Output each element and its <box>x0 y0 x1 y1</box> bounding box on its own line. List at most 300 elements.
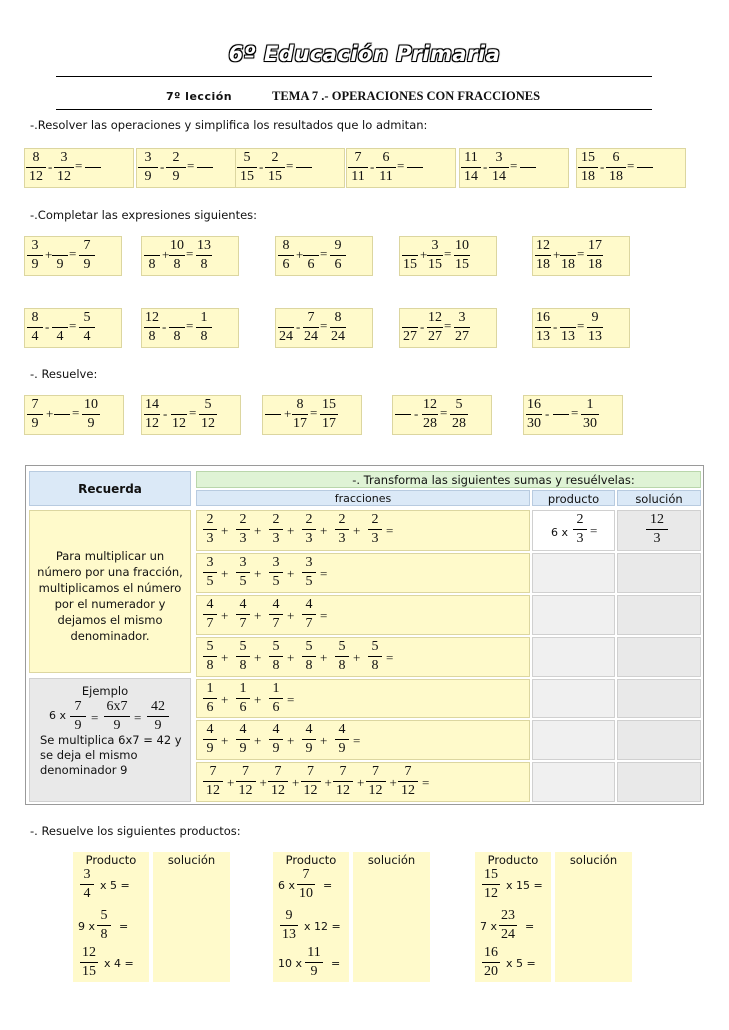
fraction-bar <box>292 414 308 415</box>
fraction-first <box>395 397 411 435</box>
operator: + <box>553 247 561 262</box>
fraction-first <box>535 310 551 348</box>
minus-operator: - <box>160 159 165 174</box>
denominator: 8 <box>200 257 208 272</box>
fraction-bar <box>203 529 217 530</box>
numerator: 7 <box>74 699 82 714</box>
numerator: 4 <box>206 722 214 737</box>
fraction-result <box>454 238 470 276</box>
numerator: 12 <box>428 310 442 325</box>
denominator: 12 <box>201 416 215 431</box>
denominator: 6 <box>282 257 290 272</box>
numerator: 9 <box>334 238 342 253</box>
sum-term <box>203 764 223 802</box>
denominator: 4 <box>56 329 64 344</box>
equals-sign: = <box>72 405 80 420</box>
denominator: 4 <box>31 329 39 344</box>
fraction-result <box>587 310 603 348</box>
denominator: 12 <box>484 886 498 901</box>
denominator: 5 <box>206 574 214 589</box>
producto-header: Producto <box>285 853 337 867</box>
numerator: 3 <box>458 310 466 325</box>
numerator: 16 <box>527 397 541 412</box>
product-fraction <box>80 945 98 983</box>
multiplier-value: 7 <box>480 920 487 933</box>
fraction-bar <box>578 167 598 168</box>
denominator: 6 <box>206 700 214 715</box>
denominator: 9 <box>144 169 152 184</box>
sum-term <box>236 555 250 593</box>
sum-term <box>302 555 316 593</box>
equals-sign: = <box>119 920 129 933</box>
minus-operator: - <box>259 159 264 174</box>
denominator: 8 <box>338 658 346 673</box>
denominator: 13 <box>536 329 550 344</box>
numerator: 2 <box>271 150 279 165</box>
equals-sign: = <box>310 405 318 420</box>
multiplier-value: 10 <box>278 957 292 970</box>
sum-term <box>236 764 256 802</box>
fraction-bar <box>27 327 43 328</box>
fraction-second <box>422 397 438 435</box>
operator: + <box>296 247 304 262</box>
equals-sign: = <box>286 158 294 173</box>
denominator: 27 <box>403 329 417 344</box>
fraction-result <box>196 238 212 276</box>
fraction-bar <box>80 962 98 963</box>
col-fracciones <box>196 490 530 506</box>
denominator: 6 <box>272 700 280 715</box>
col-fracciones-label: fracciones <box>334 492 392 505</box>
equals-sign: = <box>510 158 518 173</box>
numerator: 7 <box>307 764 314 779</box>
fraction-first <box>526 397 542 435</box>
fraction-bar <box>203 572 217 573</box>
topic-title: TEMA 7 .- OPERACIONES CON FRACCIONES <box>272 89 541 103</box>
fraction-bar <box>171 414 187 415</box>
product-multiplier: x 5 = <box>100 879 130 892</box>
fraction-bar <box>236 572 250 573</box>
fraction-a <box>237 150 257 188</box>
solution-cell[interactable] <box>617 762 701 802</box>
equals-sign: = <box>386 523 394 538</box>
denominator: 8 <box>173 329 181 344</box>
fraction-second <box>303 310 319 348</box>
col-solucion-label: solución <box>635 492 683 506</box>
denominator: 3 <box>576 531 584 546</box>
numerator: 8 <box>31 310 39 325</box>
denominator: 17 <box>293 416 307 431</box>
denominator: 9 <box>31 257 39 272</box>
numerator: 7 <box>31 397 39 412</box>
numerator: 4 <box>206 597 214 612</box>
example-fraction <box>70 699 86 737</box>
product-fraction <box>280 908 298 946</box>
fraction-bar <box>305 962 323 963</box>
equals-sign: = <box>69 318 77 333</box>
fraction-bar <box>520 167 536 168</box>
fraction-result <box>450 397 468 435</box>
numerator: 15 <box>322 397 336 412</box>
fraction-a <box>578 150 598 188</box>
denominator: 5 <box>239 574 247 589</box>
minus-operator: - <box>600 159 605 174</box>
plus-operator: + <box>254 523 262 538</box>
fraction-bar <box>450 414 468 415</box>
fraction-bar <box>203 614 217 615</box>
fraction-bar <box>138 167 158 168</box>
denominator: 8 <box>272 658 280 673</box>
denominator: 30 <box>583 416 597 431</box>
denominator: 18 <box>581 169 595 184</box>
denominator: 9 <box>338 741 346 756</box>
denominator: 9 <box>31 416 39 431</box>
numerator: 10 <box>455 238 469 253</box>
solution-cell[interactable] <box>617 637 701 677</box>
fraction-bar <box>560 327 576 328</box>
equals-sign: = <box>189 405 197 420</box>
numerator: 7 <box>83 238 91 253</box>
fraction-result <box>587 238 603 276</box>
fraction-bar <box>368 656 382 657</box>
denominator: 8 <box>148 329 156 344</box>
multiplier-value: 9 <box>78 920 85 933</box>
denominator: 12 <box>29 169 43 184</box>
fraction-bar <box>535 255 551 256</box>
numerator: 2 <box>305 512 313 527</box>
fraction-bar <box>553 414 569 415</box>
sum-term <box>335 722 349 760</box>
denominator: 12 <box>303 783 318 798</box>
equals-sign: = <box>627 158 635 173</box>
denominator: 5 <box>272 574 280 589</box>
solucion-column[interactable] <box>353 852 430 982</box>
denominator: 17 <box>322 416 336 431</box>
product-multiplier: x 5 = <box>506 957 536 970</box>
page-title: 6º Educación Primaria <box>228 42 501 66</box>
sum-term <box>269 512 283 550</box>
fraction-bar <box>335 656 349 657</box>
denominator: 8 <box>200 329 208 344</box>
numerator: 12 <box>536 238 550 253</box>
plus-operator: + <box>353 650 361 665</box>
equals-sign: = <box>577 246 585 261</box>
fraction-second <box>560 310 576 348</box>
numerator: 2 <box>172 150 180 165</box>
equals-sign: = <box>320 246 328 261</box>
product-multiplier: 7 x <box>480 920 498 933</box>
fraction-bar <box>407 167 423 168</box>
denominator: 3 <box>338 531 346 546</box>
product-cell[interactable] <box>532 679 615 718</box>
fraction-second <box>427 238 443 276</box>
fraction-bar <box>265 167 285 168</box>
fraction-second <box>171 397 187 435</box>
numerator: 5 <box>305 639 313 654</box>
fraction-bar <box>297 884 315 885</box>
sum-term <box>236 639 250 677</box>
fraction-second <box>169 310 185 348</box>
fraction-bar <box>52 255 68 256</box>
equals-sign: = <box>323 879 333 892</box>
product-cell[interactable] <box>532 595 615 635</box>
answer-blank <box>407 150 423 188</box>
product-fraction <box>97 908 111 946</box>
plus-operator: + <box>227 775 235 790</box>
fraction-second <box>169 238 185 276</box>
numerator: 1 <box>206 681 214 696</box>
solucion-header: solución <box>569 853 618 867</box>
equals-sign: = <box>571 405 579 420</box>
fraction-bar <box>79 255 95 256</box>
fraction-bar <box>70 716 86 717</box>
product-fraction <box>499 908 517 946</box>
denominator: 3 <box>206 531 214 546</box>
sum-term <box>203 681 217 719</box>
equals-sign: = <box>440 405 448 420</box>
numerator: 12 <box>423 397 437 412</box>
denominator: 3 <box>371 531 379 546</box>
fraction-bar <box>278 255 294 256</box>
numerator: 8 <box>32 150 40 165</box>
fraction-bar <box>526 414 542 415</box>
denominator: 8 <box>173 257 181 272</box>
fraction-bar <box>302 739 316 740</box>
multiplier-value: 6 <box>278 879 285 892</box>
equals-sign: = <box>320 318 328 333</box>
fraction-bar <box>606 167 626 168</box>
product-multiplier: 10 x <box>278 957 303 970</box>
numerator: 3 <box>431 238 439 253</box>
fraction-bar <box>427 327 443 328</box>
equals-sign: = <box>320 608 328 623</box>
answer-blank <box>85 150 101 188</box>
denominator: 13 <box>561 329 575 344</box>
denominator: 12 <box>57 169 71 184</box>
fraction-first <box>144 397 160 435</box>
plus-operator: + <box>287 650 295 665</box>
operator: - <box>414 406 419 421</box>
fraction-second <box>292 397 308 435</box>
fraction-bar <box>268 781 288 782</box>
operator: - <box>553 319 558 334</box>
denominator: 11 <box>351 169 365 184</box>
producto-header: Producto <box>487 853 539 867</box>
sum-term <box>236 597 250 635</box>
fraction-bar <box>269 614 283 615</box>
operator: + <box>420 247 428 262</box>
operator: + <box>284 406 292 421</box>
numerator: 2 <box>576 512 584 527</box>
numerator: 12 <box>145 310 159 325</box>
denominator: 11 <box>379 169 393 184</box>
plus-operator: + <box>353 523 361 538</box>
sum-term <box>203 639 217 677</box>
plus-operator: + <box>287 523 295 538</box>
fraction-first <box>265 397 281 435</box>
fraction-bar <box>269 572 283 573</box>
numerator: 7 <box>404 764 412 779</box>
denominator: 24 <box>331 329 345 344</box>
multiplier-value: 15 <box>516 879 531 892</box>
solucion-header: solución <box>167 853 216 867</box>
product-cell[interactable] <box>532 720 615 760</box>
fraction-first <box>402 310 418 348</box>
rule-box <box>29 510 191 673</box>
plus-operator: + <box>221 566 229 581</box>
solution-cell[interactable] <box>617 720 701 760</box>
equals-sign: = <box>577 318 585 333</box>
numerator: 1 <box>239 681 247 696</box>
fraction-bar <box>330 327 346 328</box>
fraction-second <box>427 310 443 348</box>
numerator: 5 <box>272 639 280 654</box>
fraction-b <box>376 150 396 188</box>
plus-operator: + <box>324 775 332 790</box>
fraction-bar <box>197 167 213 168</box>
equals-sign: = <box>134 710 142 725</box>
fraction-bar <box>27 414 43 415</box>
fraction-bar <box>26 167 46 168</box>
plus-operator: + <box>320 733 328 748</box>
example-title: Ejemplo <box>81 684 129 698</box>
denominator: 12 <box>401 783 415 798</box>
col-producto <box>532 490 615 506</box>
fraction-a <box>461 150 481 188</box>
numerator: 3 <box>272 555 280 570</box>
fraction-bar <box>203 739 217 740</box>
fraction-result <box>79 238 95 276</box>
numerator: 3 <box>206 555 214 570</box>
solution-cell[interactable] <box>617 595 701 635</box>
denominator: 18 <box>588 257 602 272</box>
fraction-bar <box>265 414 281 415</box>
denominator: 27 <box>455 329 469 344</box>
fraction-a <box>26 150 46 188</box>
multiplier-value: 5 <box>110 879 118 892</box>
product-cell[interactable] <box>532 553 615 593</box>
fraction-bar <box>303 255 319 256</box>
fraction-bar <box>368 529 382 530</box>
example-mid-fraction <box>104 699 130 737</box>
numerator: 1 <box>200 310 208 325</box>
fraction-result <box>82 397 100 435</box>
denominator: 9 <box>87 416 95 431</box>
denominator: 8 <box>371 658 379 673</box>
fraction-bar <box>302 614 316 615</box>
fraction-bar <box>203 698 217 699</box>
denominator: 9 <box>113 718 121 733</box>
numerator: 6x7 <box>106 699 128 714</box>
numerator: 8 <box>334 310 342 325</box>
plus-operator: + <box>287 733 295 748</box>
numerator: 8 <box>282 238 290 253</box>
fraction-bar <box>144 327 160 328</box>
product-cell[interactable] <box>532 762 615 802</box>
table-heading-text: -. Transforma las siguientes sumas y resuélvelas: <box>352 473 635 487</box>
fraction-bar <box>203 781 223 782</box>
divider <box>56 109 652 110</box>
sum-term <box>368 639 382 677</box>
numerator: 9 <box>591 310 599 325</box>
fraction-second <box>553 397 569 435</box>
numerator: 13 <box>197 238 211 253</box>
denominator: 8 <box>305 658 313 673</box>
product-cell[interactable] <box>532 637 615 677</box>
fraction-bar <box>196 327 212 328</box>
equals-sign: = <box>444 318 452 333</box>
denominator: 12 <box>336 783 350 798</box>
denominator: 6 <box>239 700 247 715</box>
numerator: 7 <box>307 310 315 325</box>
numerator: 5 <box>204 397 212 412</box>
sum-term <box>368 512 382 550</box>
fraction-bar <box>236 739 250 740</box>
solucion-column[interactable] <box>153 852 230 982</box>
plus-operator: + <box>287 608 295 623</box>
numerator: 23 <box>501 908 515 923</box>
denominator: 12 <box>238 783 253 798</box>
multiplier-value: 4 <box>114 957 122 970</box>
numerator: 15 <box>484 867 498 882</box>
fraction-bar <box>333 781 353 782</box>
denominator: 14 <box>492 169 506 184</box>
denominator: 15 <box>455 257 469 272</box>
sum-term <box>203 555 217 593</box>
equals-sign: = <box>525 920 535 933</box>
numerator: 3 <box>305 555 313 570</box>
numerator: 4 <box>305 722 313 737</box>
fraction-bar <box>236 614 250 615</box>
fraction-bar <box>573 529 587 530</box>
denominator: 6 <box>334 257 342 272</box>
numerator: 4 <box>239 597 247 612</box>
plus-operator: + <box>254 608 262 623</box>
plus-operator: + <box>259 775 267 790</box>
numerator: 17 <box>588 238 602 253</box>
numerator: 4 <box>272 597 280 612</box>
equals-sign: = <box>353 733 361 748</box>
fraction-bar <box>104 716 130 717</box>
solution-cell[interactable] <box>617 553 701 593</box>
denominator: 8 <box>148 257 156 272</box>
fraction-first <box>144 310 160 348</box>
operator: - <box>163 406 168 421</box>
numerator: 8 <box>296 397 304 412</box>
denominator: 27 <box>428 329 442 344</box>
solucion-column[interactable] <box>555 852 632 982</box>
rule-text: Para multiplicar un número por una fracción, multiplicamos el número por el numerador y dejamos el mismo denominador. <box>37 549 183 643</box>
fraction-bar <box>85 167 101 168</box>
fraction-bar <box>169 255 185 256</box>
denominator: 3 <box>272 531 280 546</box>
numerator: 2 <box>272 512 280 527</box>
numerator: 2 <box>371 512 379 527</box>
fraction-bar <box>236 781 256 782</box>
fraction-bar <box>302 656 316 657</box>
sum-term <box>203 597 217 635</box>
fraction-result <box>320 397 338 435</box>
solution-cell[interactable] <box>617 679 701 718</box>
numerator: 16 <box>536 310 550 325</box>
sum-term <box>203 722 217 760</box>
operator: - <box>296 319 301 334</box>
product-fraction <box>482 945 500 983</box>
fraction-bar <box>147 716 169 717</box>
denominator: 12 <box>172 416 186 431</box>
denominator: 24 <box>304 329 318 344</box>
fraction-second <box>52 238 68 276</box>
